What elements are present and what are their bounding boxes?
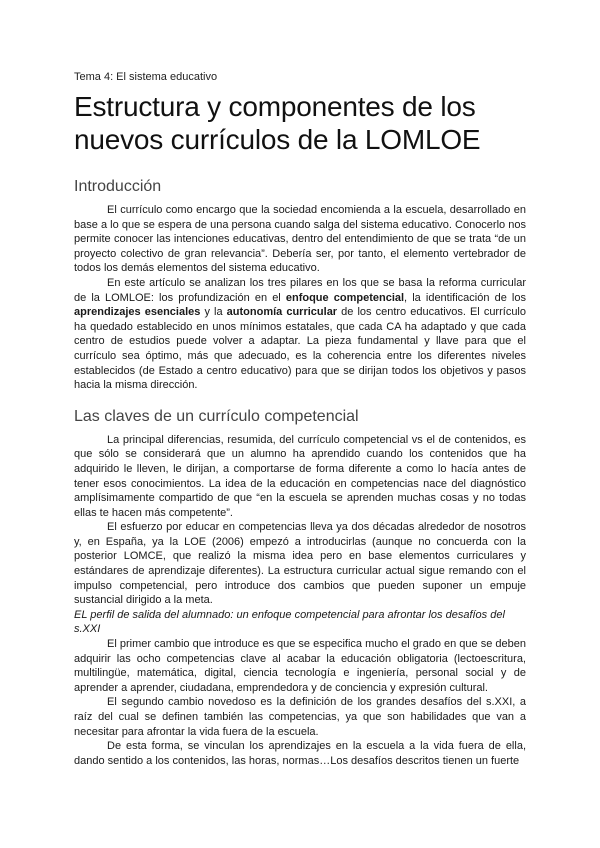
intro-paragraph-2 [74, 276, 526, 393]
claves-paragraph-5: De esta forma, se vinculan los aprendizajes en la escuela a la vida fuera de ella, dando sentido a los contenidos, las horas, normas…Los desafíos descritos tienen un fuerte [74, 740, 526, 767]
claves-paragraph-3: El primer cambio que introduce es que se especifica mucho el grado en que se deben adquirir las ocho competencias clave al acabar la educación obligatoria (lectoescritura, multilingüe, matemática, digital, ciencia tecnología e ingeniería, personal social y de aprender a aprender, ciudadana, emprendedora y de conciencia y expresión cultural. [74, 638, 526, 694]
document-page [74, 68, 526, 768]
page-title [74, 90, 526, 156]
intro-p2-bold-3: autonomía curricular [226, 306, 338, 319]
intro-paragraph-1: El currículo como encargo que la sociedad encomienda a la escuela, desarrollado en base a lo que se espera de una persona cuando salga del sistema educativo. Conocerlo nos permite conocer las intenciones educativas, dentro del entendimiento de que se trata “de un proyecto colectivo de gran relevancia”. Debería ser, por tanto, el elemento vertebrador de todos los demás elementos del sistema educativo. [74, 204, 526, 275]
topic-label: Tema 4: El sistema educativo [74, 71, 218, 83]
intro-p2-text-d: y la [200, 306, 227, 319]
intro-p2-text-e: de los centro educativos. El currículo ha quedado establecido en unos mínimos estatales, que cada CA ha adaptado y que cada centro de estudios puede volver a adaptar. La pieza fundamental y llave para que el currículo sea óptimo, más que adecuado, es la coherencia entre los diferentes niveles establecidos (de Estado a centro educativo) para que se dirijan todos los objetivos y pasos hacia la misma dirección. [74, 306, 526, 392]
claves-paragraph-2: El esfuerzo por educar en competencias lleva ya dos décadas alrededor de nosotros y, en España, ya la LOE (2006) empezó a introducirlas (aunque no concuerda con la posterior LOMCE, que realizó la misma idea pero en base elementos curriculares y estándares de aprendizaje diferentes). La estructura curricular actual sigue remando con el impulso competencial, pero introduce dos cambios que pueden suponer un empuje sustancial dirigido a la meta. [74, 521, 526, 607]
perfil-salida-subheading: EL perfil de salida del alumnado: un enfoque competencial para afrontar los desafíos del s.XXI [74, 608, 505, 636]
claves-paragraph-4: El segundo cambio novedoso es la definición de los grandes desafíos del s.XXI, a raíz del cual se definen también las competencias, ya que son habilidades que van a necesitar para afrontar la vida fuera de la escuela. [74, 696, 526, 738]
claves-paragraph-1: La principal diferencias, resumida, del currículo competencial vs el de contenidos, es que sólo se considerará que un alumno ha aprendido cuando los contenidos que ha adquirido le lleven, le dirijan, a comportarse de forma diferente a como lo hacía antes de tener esos conocimientos. La idea de la educación en competencias nace del diagnóstico amplísimamente compartido de que “en la escuela se aprenden muchas cosas y no todas ellas te hacen más competente”. [74, 433, 526, 519]
intro-p2-bold-1: enfoque competencial [285, 291, 405, 304]
intro-p2-text-c: , la identificación de los [404, 291, 526, 304]
page-title-line-2: nuevos currículos de la LOMLOE [74, 124, 481, 155]
page-title-line-1: Estructura y componentes de los [74, 91, 476, 122]
section-heading-introduccion: Introducción [74, 178, 162, 195]
intro-p2-bold-2: aprendizajes esenciales [74, 306, 201, 319]
intro-p2-text-a: En este artículo se analizan los tres pilares en los que se basa la reforma curricular de la LOMLOE: los profundización en el [74, 276, 526, 304]
section-heading-claves: Las claves de un currículo competencial [74, 407, 359, 425]
